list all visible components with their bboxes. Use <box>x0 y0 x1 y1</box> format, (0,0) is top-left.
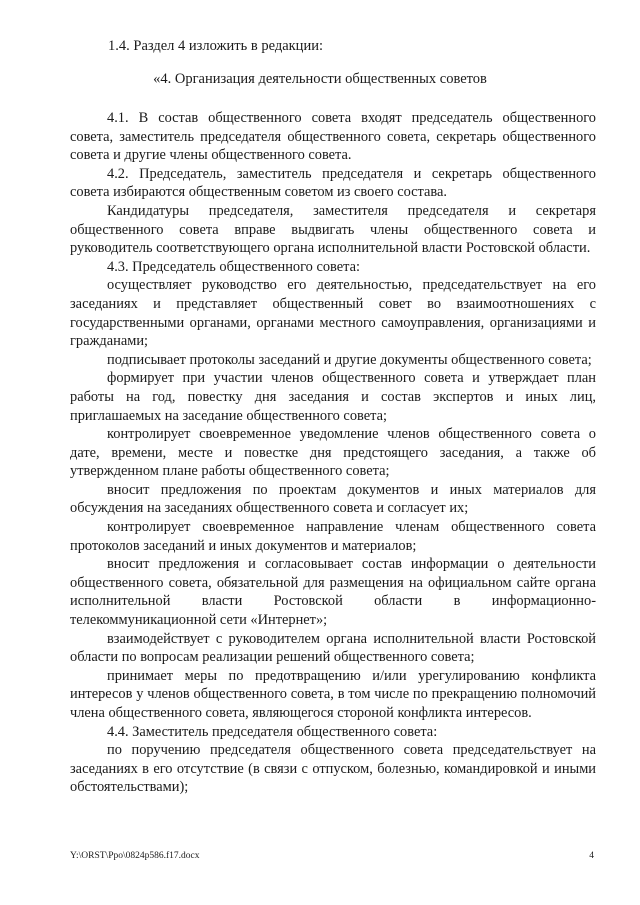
footer-file-path: Y:\ORST\Ppo\0824p586.f17.docx <box>70 851 200 861</box>
list-item: подписывает протоколы заседаний и другие документы общественного совета; <box>107 351 592 368</box>
list-item: осуществляет руководство его деятельностью, председательствует на его заседаниях и представляет общественный совет во взаимоотношениях с государственными органами, органами местного самоуправления, организациями и гражданами; <box>70 277 596 350</box>
list-item: взаимодействует с руководителем органа исполнительной власти Ростовской области по вопросам реализации решений общественного совета; <box>70 630 596 666</box>
page-number: 4 <box>589 851 594 861</box>
section-title: «4. Организация деятельности общественных советов <box>153 71 487 87</box>
paragraph-4-1: 4.1. В состав общественного совета входят председатель общественного совета, заместитель председателя общественного совета, секретарь общественного совета и другие члены общественного совета. <box>70 110 596 164</box>
list-item: по поручению председателя общественного совета председательствует на заседаниях в его отсутствие (в связи с отпуском, болезнью, командировкой и иными обстоятельствами); <box>70 742 596 796</box>
paragraph-4-3: 4.3. Председатель общественного совета: <box>107 258 360 275</box>
list-item: принимает меры по предотвращению и/или урегулированию конфликта интересов у членов общественного совета, в том числе по прекращению полномочий члена общественного совета, являющегося стороной конфликта интересов. <box>70 667 596 721</box>
paragraph-candidates: Кандидатуры председателя, заместителя председателя и секретаря общественного совета вправе выдвигать члены общественного совета и руководитель соответствующего органа исполнительной власти Ростовской области. <box>70 202 596 257</box>
paragraph-4-4: 4.4. Заместитель председателя общественного совета: <box>107 723 438 740</box>
list-item: контролирует своевременное уведомление членов общественного совета о дате, времени, месте и повестке дня предстоящего заседания, а также об утвержденном плане работы общественного совета; <box>70 426 596 480</box>
list-item: контролирует своевременное направление членам общественного совета протоколов заседаний и иных документов и материалов; <box>70 519 596 554</box>
paragraph-4-2: 4.2. Председатель, заместитель председателя и секретарь общественного совета избираются общественным советом из своего состава. <box>70 165 596 201</box>
list-item: вносит предложения и согласовывает состав информации о деятельности общественного совета, обязательной для размещения на официальном сайте органа исполнительной власти Ростовской области в информационно-телекоммуникационной сети «Интернет»; <box>70 556 596 629</box>
intro-line: 1.4. Раздел 4 изложить в редакции: <box>108 38 323 54</box>
list-item: формирует при участии членов общественного совета и утверждает план работы на год, повестку дня заседания и состав экспертов и иных лиц, приглашаемых на заседание общественного совета; <box>70 370 596 424</box>
list-item: вносит предложения по проектам документов и иных материалов для обсуждения на заседаниях общественного совета и согласует их; <box>70 481 596 517</box>
document-body <box>70 109 596 797</box>
